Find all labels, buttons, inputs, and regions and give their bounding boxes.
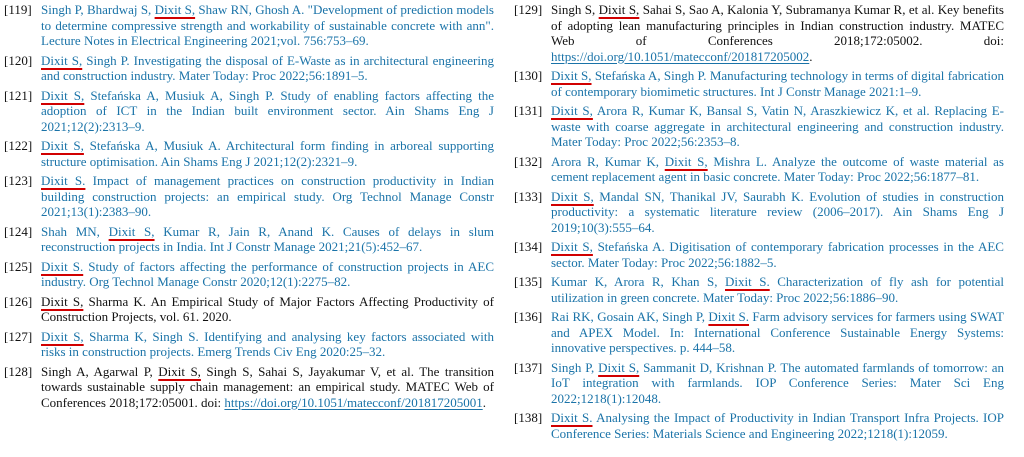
highlighted-author: Dixit S, — [41, 52, 83, 68]
reference-authors-before: Rai RK, Gosain AK, Singh P, — [551, 309, 709, 324]
highlighted-author: Dixit S, — [41, 328, 84, 344]
reference-number: [121] — [4, 87, 33, 103]
reference-text[interactable] — [551, 274, 1004, 305]
highlighted-author: Dixit S, — [551, 188, 594, 204]
highlighted-author: Dixit S. — [725, 274, 770, 289]
reference-details: Singh S, Sahai S, Jayakumar V, et al. The transition towards sustainable supply chain management: an empirical study. MATEC Web of Conferences 2018;172:05001. doi: — [41, 363, 494, 410]
reference-number: [120] — [4, 52, 33, 68]
reference-number: [136] — [514, 309, 543, 324]
reference-item — [4, 88, 494, 135]
reference-number: [138] — [514, 410, 543, 425]
doi-link[interactable]: https://doi.org/10.1051/matecconf/201817205002 — [551, 48, 810, 64]
reference-item — [4, 138, 494, 169]
highlighted-author: Dixit S, — [598, 359, 640, 375]
highlighted-author: Dixit S, — [158, 363, 201, 379]
reference-item — [4, 53, 494, 84]
reference-item — [514, 103, 1004, 150]
reference-details: Arora R, Kumar K, Bansal S, Vatin N, Araszkiewicz K, et al. Replacing E-waste with coarse aggregate in architectural engineering and construction industry. Mater Today: Proc 2022;56:2353–8. — [551, 103, 1004, 149]
reference-authors-before: Singh P, Bhardwaj S, — [41, 2, 155, 17]
reference-item — [4, 294, 494, 325]
reference-number: [137] — [514, 359, 543, 375]
reference-number: [124] — [4, 223, 33, 239]
reference-text[interactable] — [41, 224, 494, 255]
reference-authors-before: Shah MN, — [41, 223, 109, 239]
highlighted-author: Dixit S, — [41, 293, 84, 309]
highlighted-author: Dixit S, — [598, 2, 640, 17]
reference-tail: . — [809, 48, 813, 64]
reference-number: [122] — [4, 138, 33, 153]
reference-details: Stefańska A, Musiuk A, Singh P. Study of enabling factors affecting the adoption of ICT in the Indian built environment sector. Ain Shams Eng J 2021;12(2):2313–9. — [41, 87, 494, 134]
reference-text[interactable] — [41, 2, 494, 49]
highlighted-author: Dixit S, — [551, 68, 592, 83]
reference-text[interactable] — [551, 239, 1004, 270]
reference-item — [514, 239, 1004, 270]
reference-details: Mishra L. Analyze the outcome of waste material as cement replacement agent in basic concrete. Mater Today: Proc 2022;56:1877–81. — [551, 153, 1004, 184]
reference-item — [514, 410, 1004, 441]
reference-text[interactable] — [551, 103, 1004, 150]
reference-text[interactable] — [41, 53, 494, 84]
highlighted-author: Dixit S, — [154, 2, 196, 17]
reference-number: [135] — [514, 274, 543, 289]
reference-item — [514, 189, 1004, 236]
reference-details: Stefańska A, Singh P. Manufacturing technology in terms of digital fabrication of contemporary biomimetic structures. Int J Constr Manage 2021:1–9. — [551, 68, 1004, 99]
reference-authors-before: Arora R, Kumar K, — [551, 153, 665, 169]
reference-number: [133] — [514, 188, 543, 204]
reference-item — [4, 329, 494, 360]
reference-number: [129] — [514, 2, 543, 17]
reference-text[interactable] — [551, 410, 1004, 441]
reference-number: [119] — [4, 2, 32, 17]
reference-details: Study of factors affecting the performance of construction projects in AEC industry. Org Technol Manage Constr 2020;12(1):2275–82. — [41, 258, 494, 289]
highlighted-author: Dixit S. — [708, 309, 750, 324]
reference-item — [514, 68, 1004, 99]
highlighted-author: Dixit S. — [41, 173, 86, 188]
reference-item — [4, 2, 494, 49]
reference-authors-before: Singh A, Agarwal P, — [41, 363, 159, 379]
reference-details: Shaw RN, Ghosh A. "Development of prediction models to determine compressive strength and workability of sustainable concrete with ann". Lecture Notes in Electrical Engineering 2021;vol. 756:753–69. — [41, 2, 494, 48]
reference-details: Stefańska A. Digitisation of contemporary fabrication processes in the AEC sector. Mater Today: Proc 2022;56:1882–5. — [551, 239, 1004, 270]
reference-number: [134] — [514, 239, 543, 254]
reference-details: Characterization of fly ash for potential utilization in green concrete. Mater Today: Proc 2022;56:1886–90. — [551, 274, 1004, 305]
reference-text[interactable] — [551, 154, 1004, 185]
reference-text[interactable] — [41, 138, 494, 169]
highlighted-author: Dixit S, — [41, 87, 85, 103]
reference-details: Sharma K, Singh S. Identifying and analysing key factors associated with risks in construction projects. Emerg Trends Civ Eng 2020:25–32. — [41, 328, 494, 359]
reference-text[interactable] — [41, 259, 494, 290]
reference-item — [4, 259, 494, 290]
reference-text — [41, 294, 494, 325]
reference-item — [4, 173, 494, 220]
highlighted-author: Dixit S, — [108, 223, 155, 239]
reference-authors-before: Singh P, — [551, 359, 599, 375]
reference-text[interactable] — [41, 329, 494, 360]
reference-details: Sahai S, Sao A, Kalonia Y, Subramanya Kumar R, et al. Key benefits of adopting lean manufacturing principles in Indian construction industry. MATEC Web of Conferences 2018;172:05002. doi: — [551, 2, 1004, 48]
reference-text[interactable] — [551, 189, 1004, 236]
reference-number: [132] — [514, 153, 543, 169]
reference-number: [130] — [514, 68, 543, 83]
reference-text[interactable] — [551, 309, 1004, 356]
reference-number: [128] — [4, 363, 33, 379]
reference-details: Mandal SN, Thanikal JV, Saurabh K. Evolution of studies in construction productivity: a systematic literature review (2006–2017). Ain Shams Eng J 2019;10(3):555–64. — [551, 188, 1004, 235]
doi-link[interactable]: https://doi.org/10.1051/matecconf/201817205001 — [224, 394, 483, 410]
reference-details: Farm advisory services for farmers using SWAT and APEX Model. In: International Conference Sustainable Energy Systems: innovative perspectives. p. 444–58. — [551, 309, 1004, 355]
reference-text — [41, 364, 494, 411]
reference-details: Sammanit D, Krishnan P. The automated farmlands of tomorrow: an IoT integration with farmlands. IOP Conference Series: Mater Sci Eng 2022;1218(1):12048. — [551, 359, 1004, 406]
reference-tail: . — [482, 394, 486, 410]
reference-item — [4, 224, 494, 255]
reference-details: Sharma K. An Empirical Study of Major Factors Affecting Productivity of Construction Projects, vol. 61. 2020. — [41, 293, 494, 324]
highlighted-author: Dixit S, — [664, 153, 708, 169]
highlighted-author: Dixit S. — [551, 410, 593, 425]
reference-authors-before: Kumar K, Arora R, Khan S, — [551, 274, 725, 289]
reference-item — [514, 274, 1004, 305]
reference-item — [514, 360, 1004, 407]
reference-number: [123] — [4, 173, 33, 188]
reference-details: Analysing the Impact of Productivity in Indian Transport Infra Projects. IOP Conference Series: Materials Science and Engineering 2022;1218(1):12059. — [551, 410, 1004, 441]
reference-text[interactable] — [551, 360, 1004, 407]
highlighted-author: Dixit S. — [41, 258, 84, 274]
reference-text[interactable] — [41, 173, 494, 220]
reference-number: [126] — [4, 293, 33, 309]
reference-text — [551, 2, 1004, 64]
reference-details: Stefańska A, Musiuk A. Architectural form finding in arboreal supporting structure optimisation. Ain Shams Eng J 2021;12(2):2321–9. — [41, 138, 494, 169]
highlighted-author: Dixit S, — [41, 138, 84, 153]
reference-details: Kumar R, Jain R, Anand K. Causes of delays in slum reconstruction projects in India. Int J Constr Manage 2021;21(5):452–67. — [41, 223, 494, 254]
highlighted-author: Dixit S, — [551, 103, 593, 118]
reference-number: [127] — [4, 328, 33, 344]
reference-item — [4, 364, 494, 411]
reference-item — [514, 2, 1004, 64]
references-column-right — [514, 2, 1004, 445]
reference-item — [514, 309, 1004, 356]
reference-details: Singh P. Investigating the disposal of E-Waste as in architectural engineering and construction industry. Mater Today: Proc 2022;56:1891–5. — [41, 52, 494, 83]
highlighted-author: Dixit S, — [551, 239, 593, 254]
reference-authors-before: Singh S, — [551, 2, 599, 17]
reference-details: Impact of management practices on construction productivity in Indian building construction projects: an empirical study. Org Technol Manage Constr 2021;13(1):2383–90. — [41, 173, 494, 219]
reference-text[interactable] — [551, 68, 1004, 99]
reference-number: [125] — [4, 258, 33, 274]
reference-text[interactable] — [41, 88, 494, 135]
reference-number: [131] — [514, 103, 543, 118]
reference-item — [514, 154, 1004, 185]
references-column-left — [4, 2, 494, 414]
